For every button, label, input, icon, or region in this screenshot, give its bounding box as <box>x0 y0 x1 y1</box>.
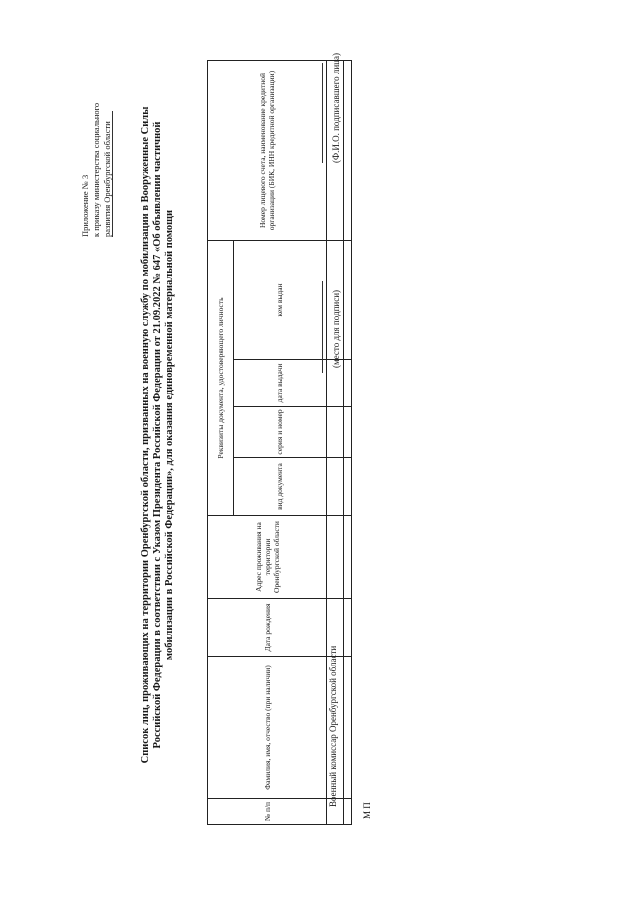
signature-line <box>322 281 323 373</box>
name-caption: (Ф.И.О. подписавшего лица) <box>331 53 341 163</box>
table-cell[interactable] <box>344 407 352 458</box>
header-bank-account: Номер лицевого счета, наименование кредитной организации (БИК, ИНН кредитной организации) <box>208 61 327 241</box>
header-number: № п/п <box>208 799 327 825</box>
header-full-name: Фамилия, имя, отчество (при наличии) <box>208 657 327 799</box>
table-cell[interactable] <box>344 599 352 657</box>
table-cell[interactable] <box>344 516 352 599</box>
table-cell[interactable] <box>327 458 344 516</box>
header-document-date: дата выдачи <box>233 360 326 407</box>
header-address: Адрес проживания на территории Оренбургской области <box>208 516 327 599</box>
appendix-block <box>80 17 113 237</box>
table-cell[interactable] <box>344 241 352 360</box>
table-cell[interactable] <box>344 657 352 799</box>
header-document-issuer: кем выдан <box>233 241 326 360</box>
table-cell[interactable] <box>344 61 352 241</box>
table-row <box>344 61 352 825</box>
document-title <box>140 75 176 795</box>
signatory-position: Военный комиссар Оренбургской области <box>328 645 338 807</box>
header-identity-document: Реквизиты документа, удостоверяющего личность <box>208 241 234 516</box>
table-cell[interactable] <box>344 458 352 516</box>
header-document-type: вид документа <box>233 458 326 516</box>
appendix-order-ref: к приказу министерства социального <box>91 102 101 237</box>
header-document-series: серия и номер <box>233 407 326 458</box>
title-line-2: Российской Федерации в соответствии с Указом Президента Российской Федерации от 21.09.2022 № 647 «Об объявлении частичной <box>152 121 163 749</box>
table-cell[interactable] <box>344 799 352 825</box>
table-cell[interactable] <box>327 516 344 599</box>
table-cell[interactable] <box>327 407 344 458</box>
name-line <box>322 63 323 163</box>
table-cell[interactable] <box>344 360 352 407</box>
title-line-3: мобилизации в Российской Федерации», для оказания единовременной материальной помощи <box>164 209 175 661</box>
appendix-ministry: развития Оренбургской области <box>102 121 112 237</box>
appendix-underline <box>112 111 113 237</box>
signature-caption: (место для подписи) <box>331 289 341 368</box>
title-line-1: Список лиц, проживающих на территории Оренбургской области, призванных на военную службу по мобилизации в Вооруженные Силы <box>140 106 151 764</box>
appendix-number: Приложение № 3 <box>80 174 90 237</box>
stamp-placeholder: М П <box>362 802 372 819</box>
header-birth-date: Дата рождения <box>208 599 327 657</box>
